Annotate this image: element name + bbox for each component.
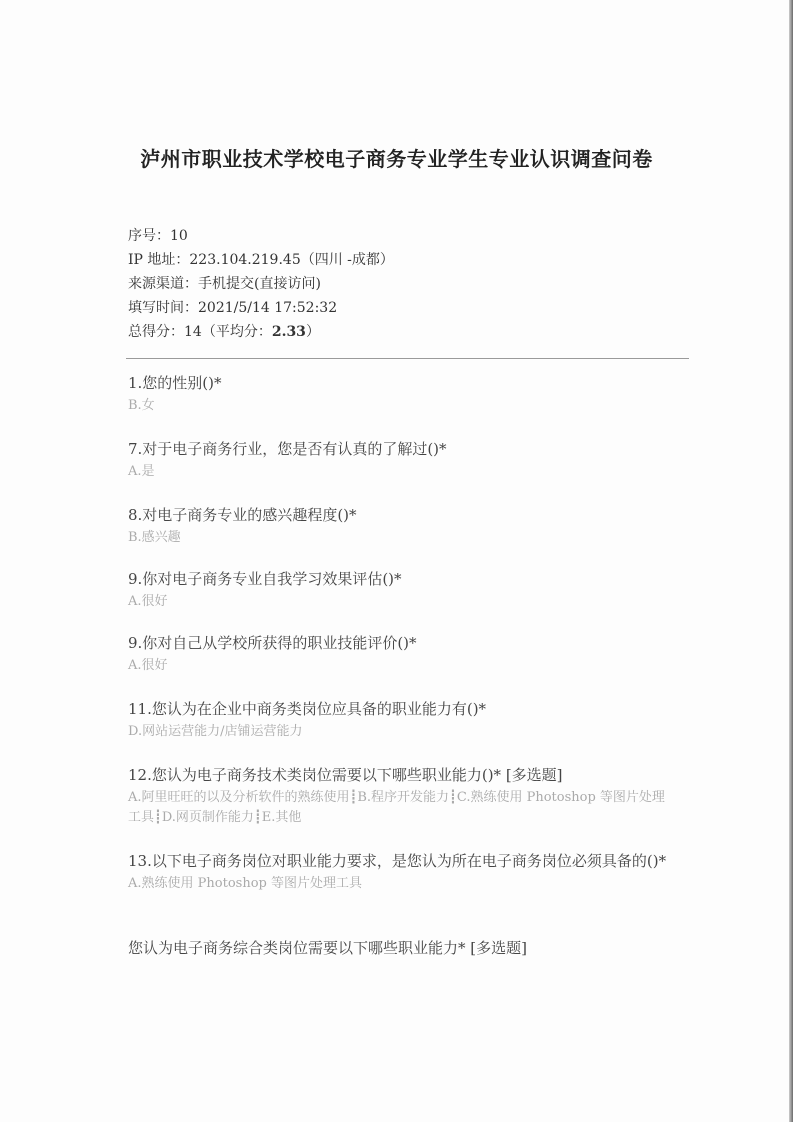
question-answer: A.阿里旺旺的以及分析软件的熟练使用┋B.程序开发能力┋C.熟练使用 Photoshop 等图片处理工具┋D.网页制作能力┋E.其他 [128,790,665,825]
question-title: 1.您的性别()* [128,374,222,392]
question-13 [128,850,676,894]
question-title: 您认为电子商务综合类岗位需要以下哪些职业能力* [多选题] [128,939,527,957]
question-title: 12.您认为电子商务技术类岗位需要以下哪些职业能力()* [多选题] [128,766,563,784]
question-9a [128,568,676,612]
question-answer: A.熟练使用 Photoshop 等图片处理工具 [128,876,362,891]
question-7 [128,438,676,482]
divider [126,358,689,359]
question-title: 13.以下电子商务岗位对职业能力要求，是您认为所在电子商务岗位必须具备的()* [128,852,667,870]
question-9b [128,632,676,676]
question-composite [128,937,676,961]
serial-number: 序号：10 [128,228,188,244]
question-answer: A.很好 [128,658,168,673]
question-11 [128,698,676,742]
question-answer: A.是 [128,464,155,479]
question-12 [128,764,676,828]
fill-time: 填写时间：2021/5/14 17:52:32 [128,300,338,316]
question-title: 11.您认为在企业中商务类岗位应具备的职业能力有()* [128,700,487,718]
question-1 [128,372,676,416]
question-8 [128,504,676,548]
question-title: 9.你对自己从学校所获得的职业技能评价()* [128,634,417,652]
question-answer: B.感兴趣 [128,530,181,545]
response-meta [128,224,394,344]
question-title: 7.对于电子商务行业，您是否有认真的了解过()* [128,440,447,458]
score-average: 2.33 [271,324,306,340]
question-title: 9.你对电子商务专业自我学习效果评估()* [128,570,402,588]
source-channel: 来源渠道：手机提交(直接访问) [128,276,321,292]
ip-address: IP 地址：223.104.219.45（四川 -成都） [128,252,394,268]
document-title: 泸州市职业技术学校电子商务专业学生专业认识调查问卷 [140,147,653,171]
question-answer: B.女 [128,398,155,413]
question-title: 8.对电子商务专业的感兴趣程度()* [128,506,357,524]
question-answer: A.很好 [128,594,168,609]
total-score [128,320,394,344]
question-answer: D.网站运营能力/店铺运营能力 [128,724,303,739]
score-suffix: ） [305,324,320,340]
score-prefix: 总得分：14（平均分： [128,324,272,340]
